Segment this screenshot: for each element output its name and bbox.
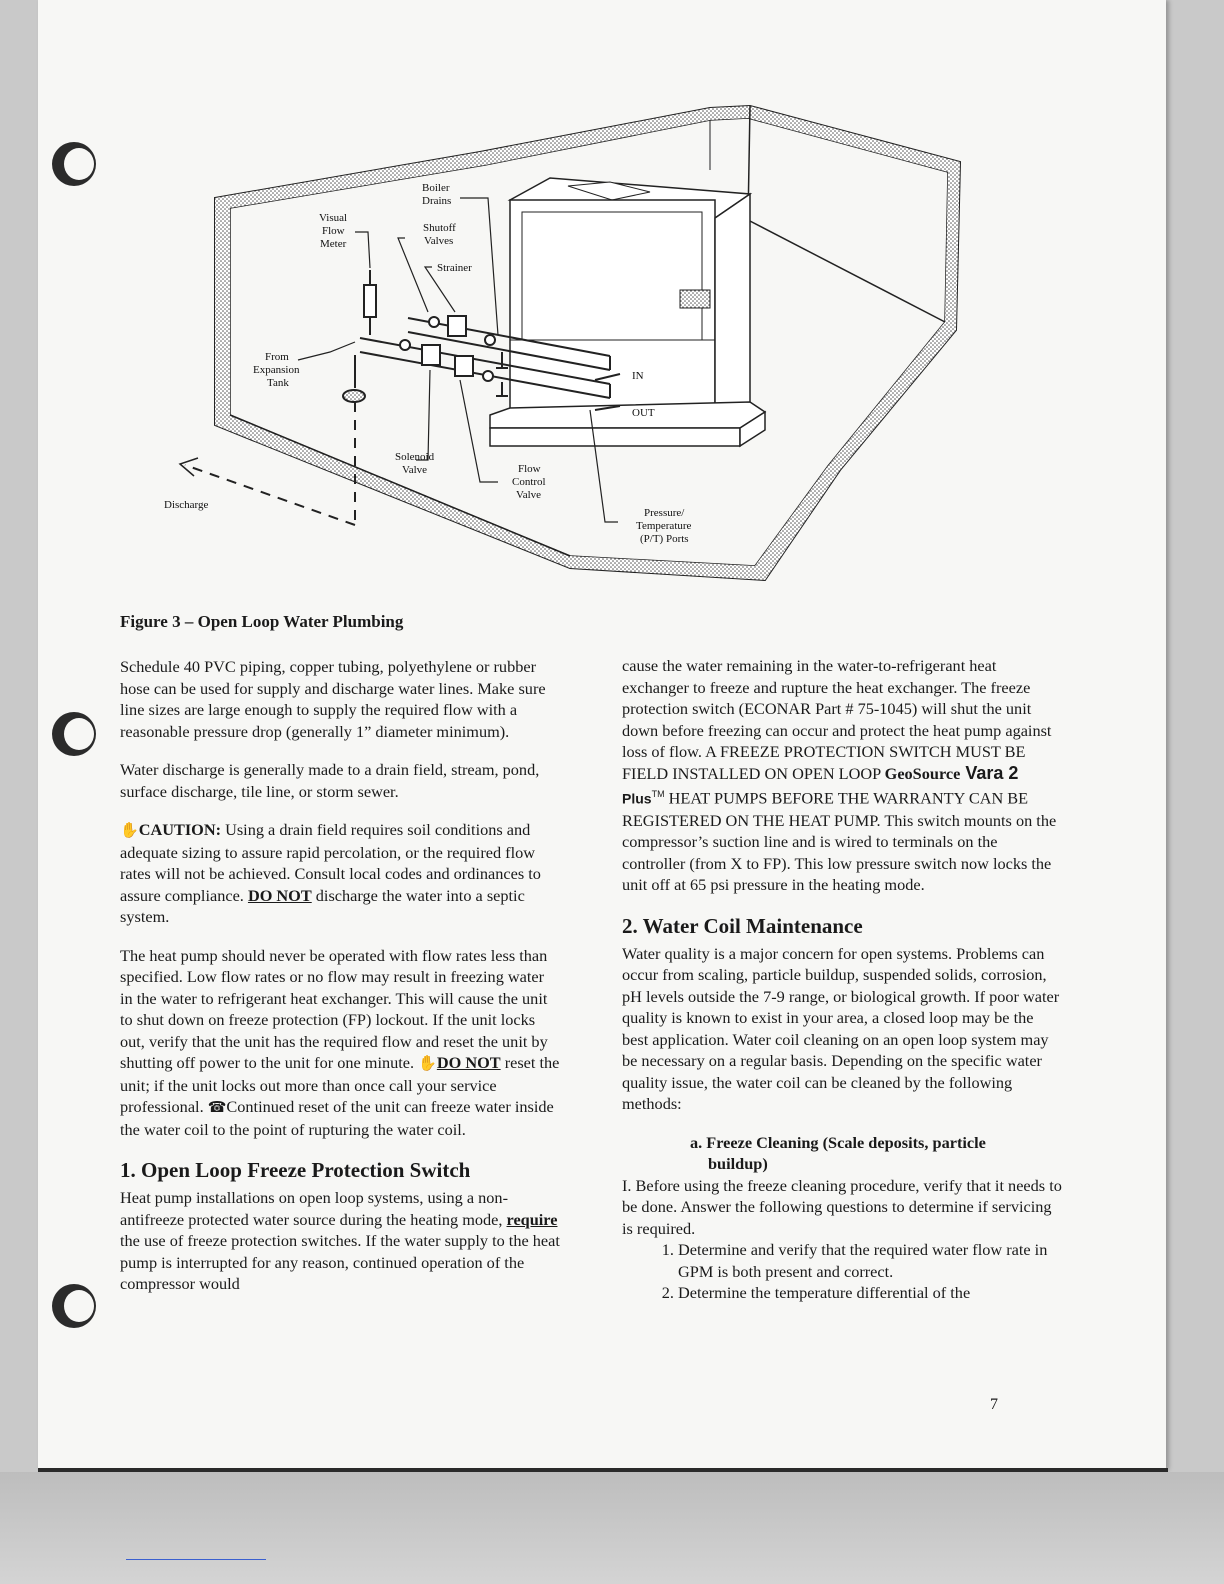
label-pt-ports: Pressure/: [644, 507, 685, 519]
paragraph-freeze-switch-cont: cause the water remaining in the water-to-refrigerant heat exchanger to freeze and rupture the heat exchanger. The freeze protection switch (ECONAR Part # 75-1045) will shut the unit down before freezing can occur and protect the heat pump against loss of flow. A FREEZE PROTECTION SWITCH MUST BE FIELD INSTALLED ON OPEN LOOP GeoSource Vara 2 Plus™ HEAT PUMPS BEFORE THE WARRANTY CAN BE REGISTERED ON THE HEAT PUMP. This switch mounts on the compressor’s suction line and is wired to terminals on the controller (from X to FP). This low pressure switch now locks the unit off at 65 psi pressure in the heating mode.: [622, 656, 1057, 895]
label-boiler-drains: Boiler: [422, 182, 450, 194]
discharge-arrow: [180, 458, 198, 476]
label-visual-flow-meter: Visual: [319, 212, 348, 224]
hand-icon: ✋: [120, 821, 139, 839]
paragraph-freeze-switch: Heat pump installations on open loop systems, using a non-antifreeze protected water source during the heating mode, require the use of freeze protection switches. If the water supply to the heat pump is interrupted for any reason, continued operation of the compressor would: [120, 1188, 560, 1293]
label-strainer: Strainer: [437, 262, 472, 274]
paragraph-caution: ✋CAUTION: Using a drain field requires soil conditions and adequate sizing to assure rapid percolation, or the required flow rates will not be achieved. Consult local codes and ordinances to assure compliance. DO NOT discharge the water into a septic system.: [120, 820, 541, 926]
svg-text:Valves: Valves: [424, 235, 454, 247]
svg-text:(P/T) Ports: (P/T) Ports: [640, 533, 689, 545]
svg-text:Temperature: Temperature: [636, 520, 692, 532]
phone-icon: ☎: [207, 1098, 227, 1116]
label-shutoff-valves: Shutoff: [423, 222, 456, 234]
caution-do-not: DO NOT: [247, 885, 312, 905]
heat-pump-cabinet: [490, 178, 765, 446]
paragraph-water-quality: Water quality is a major concern for open systems. Problems can occur from scaling, particle buildup, suspended solids, corrosion, pH levels outside the 7-9 range, or biological growth. If poor water quality is known to exist in your area, a closed loop may be the best application. Water coil cleaning on an open loop system may be necessary on a regular basis. Depending on the specific water quality issue, the water coil can be cleaned by the following methods:: [622, 943, 1060, 1114]
heading-freeze-protection-switch: 1. Open Loop Freeze Protection Switch: [120, 1158, 471, 1182]
brand-vara-2: Vara 2: [960, 762, 1019, 783]
caution-label: CAUTION:: [138, 820, 222, 839]
servicing-checklist: [622, 1239, 1062, 1304]
svg-text:Expansion: Expansion: [253, 364, 300, 376]
brand-geosource: GeoSource: [884, 763, 961, 783]
svg-text:Drains: Drains: [422, 195, 452, 207]
label-flow-control-valve: Flow: [518, 463, 541, 475]
svg-text:Meter: Meter: [320, 238, 347, 250]
label-discharge: Discharge: [164, 499, 209, 511]
require-emphasis: require: [506, 1209, 558, 1229]
left-column: [120, 656, 560, 1312]
heading-water-coil-maintenance: 2. Water Coil Maintenance: [622, 913, 863, 938]
svg-text:Valve: Valve: [402, 464, 428, 476]
brand-plus: Plus: [622, 790, 652, 807]
paragraph-piping: Schedule 40 PVC piping, copper tubing, polyethylene or rubber hose can be used for supply and discharge water lines. Make sure line sizes are large enough to supply the required flow with a reasonable pressure drop (generally 1” diameter minimum).: [120, 657, 546, 741]
label-in: IN: [632, 370, 644, 382]
list-item: 1. Determine and verify that the required water flow rate in GPM is both present and correct.: [678, 1239, 1062, 1282]
paragraph-flow-rates: The heat pump should never be operated with flow rates less than specified. Low flow rates or no flow may result in freezing water in the water to refrigerant heat exchanger. This will cause the unit to shut down on freeze protection (FP) lockout. If the unit locks out, verify that the unit has the required flow and reset the unit by shutting off power to the unit for one minute. ✋DO NOT reset the unit; if the unit locks out more than once call your service professional. ☎Continued reset of the unit can freeze water inside the water coil to the point of rupturing the water coil.: [120, 945, 560, 1139]
hand-icon: ✋: [418, 1054, 437, 1072]
figure-caption: Figure 3 – Open Loop Water Plumbing: [120, 612, 404, 631]
label-from-expansion-tank: From: [265, 351, 289, 363]
trademark-mark: TM: [651, 789, 665, 799]
binder-hole-top: [52, 142, 96, 186]
binder-hole-bottom: [52, 1284, 96, 1328]
subheading-freeze-cleaning: a. Freeze Cleaning (Scale deposits, particle buildup): [690, 1132, 986, 1174]
scanner-background: [0, 1472, 1224, 1584]
svg-text:Valve: Valve: [516, 489, 542, 501]
blue-underline-mark: [126, 1559, 266, 1560]
binder-hole-middle: [52, 712, 96, 756]
plumbing-diagram: [150, 90, 980, 600]
right-column: [622, 655, 1062, 1304]
page-number: 7: [990, 1396, 998, 1413]
paragraph-before-freeze: I. Before using the freeze cleaning procedure, verify that it needs to be done. Answer the following questions to determine if servicing is required.: [622, 1175, 1062, 1238]
label-out: OUT: [632, 407, 655, 419]
list-item: 2. Determine the temperature differential of the: [678, 1282, 1062, 1304]
reset-do-not: DO NOT: [436, 1053, 501, 1072]
paragraph-discharge: Water discharge is generally made to a drain field, stream, pond, surface discharge, tile line, or storm sewer.: [120, 760, 540, 801]
svg-text:Control: Control: [512, 476, 546, 488]
label-solenoid-valve: Solenoid: [395, 451, 435, 463]
svg-text:Tank: Tank: [267, 377, 289, 389]
plumbing-diagram-svg: [150, 90, 980, 600]
svg-text:Flow: Flow: [322, 225, 345, 237]
